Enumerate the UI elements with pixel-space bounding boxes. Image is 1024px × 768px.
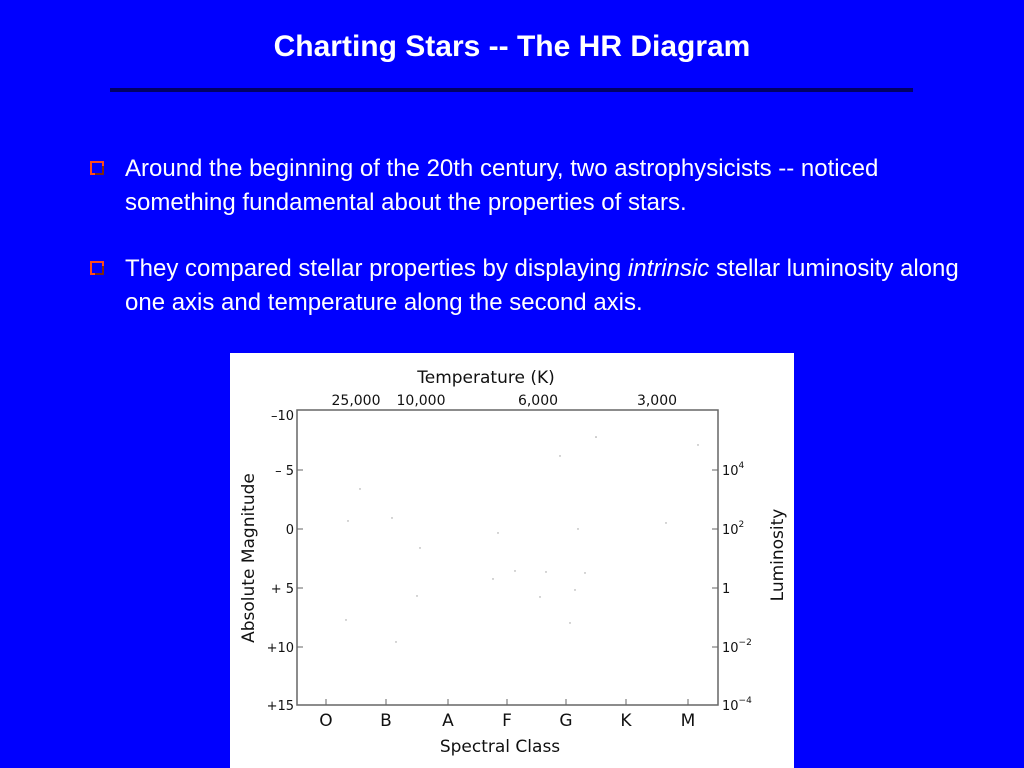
right-tick-label bbox=[722, 461, 745, 479]
right-tick-exponent: −4 bbox=[738, 696, 752, 706]
left-tick-label: – 5 bbox=[275, 464, 294, 479]
axis-ticks bbox=[297, 470, 718, 705]
right-tick-base: 10 bbox=[722, 464, 739, 479]
temperature-axis-label: Temperature (K) bbox=[417, 368, 555, 388]
spectral-class-label: F bbox=[502, 711, 512, 731]
bullet-text-1: Around the beginning of the 20th century, two astrophysicists -- noticed something fundamental about the properties of stars. bbox=[125, 155, 879, 216]
right-tick-label bbox=[722, 696, 752, 714]
right-tick-exponent: −2 bbox=[738, 638, 752, 648]
top-tick-label: 6,000 bbox=[517, 393, 559, 409]
spectral-class-label: G bbox=[559, 711, 573, 731]
bullet-item-2 bbox=[88, 252, 988, 320]
left-tick-label: –10 bbox=[270, 409, 294, 424]
spectral-class-label: A bbox=[442, 711, 454, 731]
top-tick-label: 3,000 bbox=[636, 393, 678, 409]
title-underline bbox=[110, 88, 913, 92]
right-tick-label bbox=[722, 582, 730, 597]
spectral-class-label: O bbox=[319, 711, 333, 731]
plot-frame bbox=[297, 410, 718, 705]
luminosity-axis-label: Luminosity bbox=[768, 508, 788, 602]
right-tick-base: 1 bbox=[722, 582, 731, 597]
spectral-class-label: K bbox=[620, 711, 632, 731]
right-tick-exponent: 4 bbox=[738, 461, 745, 471]
right-tick-base: 10 bbox=[722, 641, 739, 656]
bullet-text-2-end: stellar luminosity along one axis and temperature along the second axis. bbox=[125, 255, 959, 316]
left-tick-label: 0 bbox=[285, 523, 294, 538]
left-tick-label: +10 bbox=[266, 641, 294, 656]
bullet-list bbox=[88, 152, 988, 352]
top-tick-label: 10,000 bbox=[396, 393, 446, 409]
bullet-text-2-start: They compared stellar properties by displaying bbox=[125, 255, 628, 282]
bullet-text-2-italic: intrinsic bbox=[627, 255, 710, 282]
slide-title: Charting Stars -- The HR Diagram bbox=[273, 30, 751, 63]
bullet-item-1 bbox=[88, 152, 988, 220]
right-tick-label bbox=[722, 520, 744, 538]
checkbox-bullet-icon bbox=[90, 161, 104, 175]
faint-star-dots bbox=[345, 436, 698, 642]
right-tick-label bbox=[722, 638, 752, 656]
left-tick-label: + 5 bbox=[270, 582, 294, 597]
hr-diagram-svg bbox=[230, 353, 794, 768]
spectral-class-axis-label: Spectral Class bbox=[439, 737, 561, 757]
left-tick-label: +15 bbox=[266, 699, 294, 714]
spectral-class-label: M bbox=[680, 711, 696, 731]
top-tick-label: 25,000 bbox=[331, 393, 381, 409]
right-tick-exponent: 2 bbox=[738, 520, 745, 530]
absolute-magnitude-axis-label: Absolute Magnitude bbox=[239, 473, 259, 643]
checkbox-bullet-icon bbox=[90, 261, 104, 275]
right-tick-base: 10 bbox=[722, 523, 739, 538]
hr-diagram-figure bbox=[230, 353, 794, 768]
right-tick-base: 10 bbox=[722, 699, 739, 714]
spectral-class-label: B bbox=[380, 711, 392, 731]
